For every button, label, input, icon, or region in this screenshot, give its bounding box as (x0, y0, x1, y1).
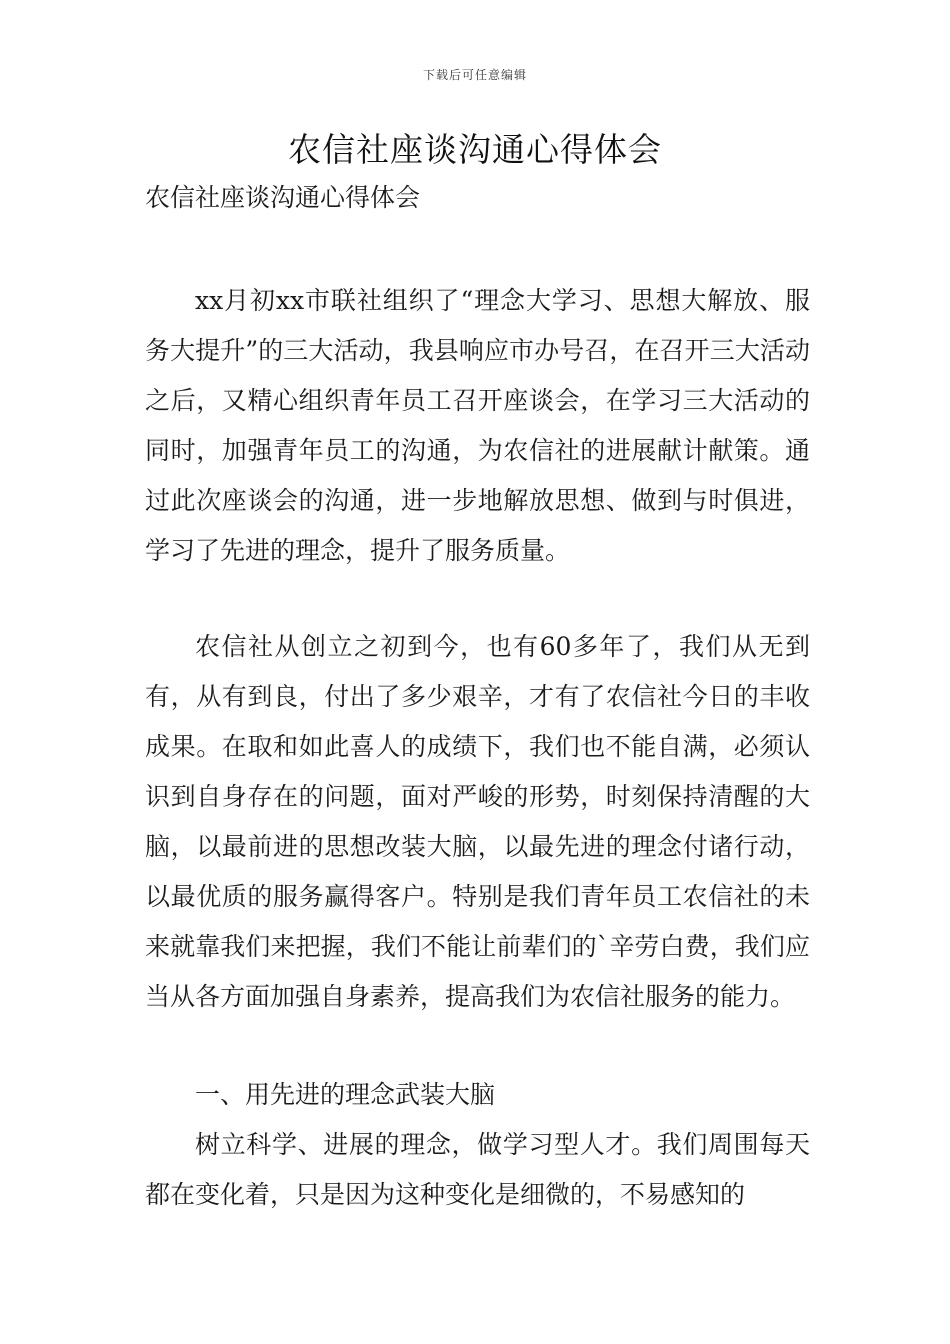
paragraph-1: xx月初xx市联社组织了“理念大学习、思想大解放、服务大提升”的三大活动，我县响应市办号召，在召开三大活动之后，又精心组织青年员工召开座谈会，在学习三大活动的同时，加强青年员工的沟通，为农信社的进展献计献策。通过此次座谈会的沟通，进一步地解放思想、做到与时俱进，学习了先进的理念，提升了服务质量。 (145, 286, 810, 565)
document-subtitle: 农信社座谈沟通心得体会 (145, 183, 421, 212)
paragraph-3: 树立科学、进展的理念，做学习型人才。我们周围每天都在变化着，只是因为这种变化是细微的，不易感知的 (145, 1130, 810, 1209)
paragraph-2: 农信社从创立之初到今，也有60多年了，我们从无到有，从有到良，付出了多少艰辛，才有了农信社今日的丰收成果。在取和如此喜人的成绩下，我们也不能自满，必须认识到自身存在的问题，面对严峻的形势，时刻保持清醒的大脑，以最前进的思想改装大脑，以最先进的理念付诸行动，以最优质的服务赢得客户。特别是我们青年员工农信社的未来就靠我们来把握，我们不能让前辈们的`辛劳白费，我们应当从各方面加强自身素养，提高我们为农信社服务的能力。 (145, 632, 810, 1011)
header-note: 下载后可任意编辑 (422, 68, 527, 82)
document-title: 农信社座谈沟通心得体会 (288, 130, 662, 169)
section-heading-1: 一、用先进的理念武装大脑 (195, 1080, 496, 1109)
